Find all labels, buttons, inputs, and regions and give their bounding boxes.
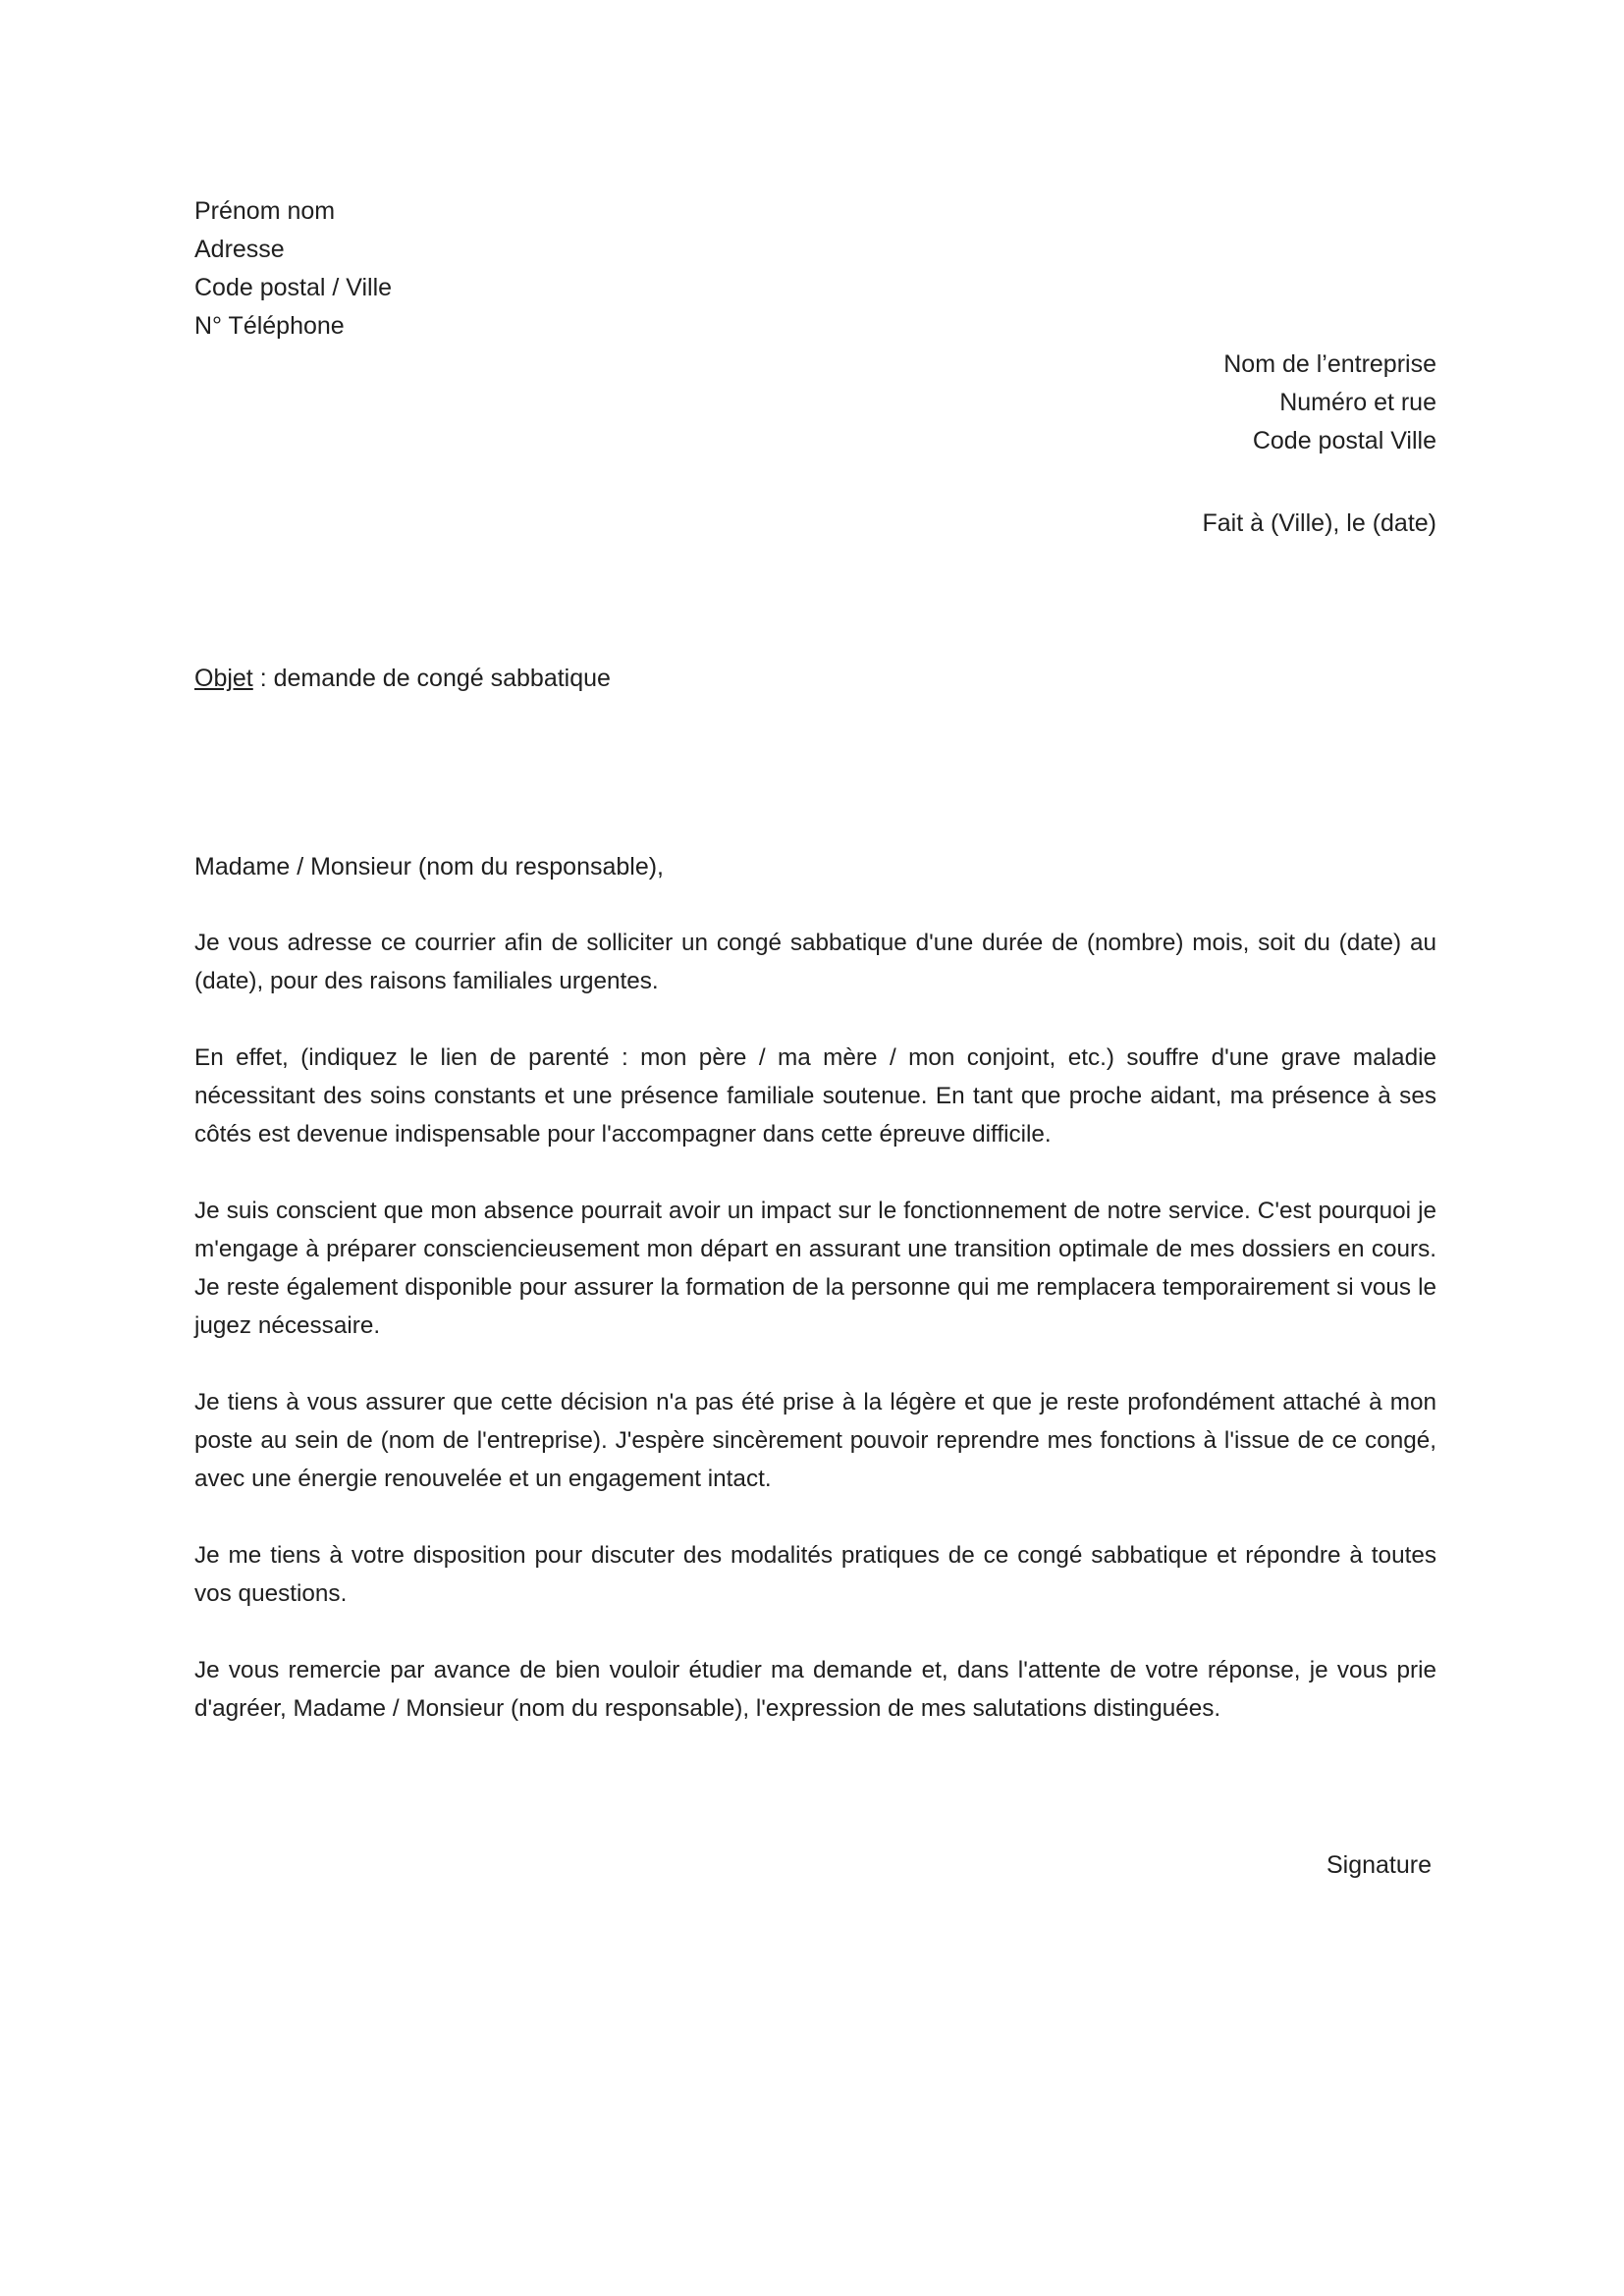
body-paragraph: Je vous remercie par avance de bien vouloir étudier ma demande et, dans l'attente de votre réponse, je vous prie d'agréer, Madame / Monsieur (nom du responsable), l'expression de mes salutations distinguées. — [194, 1657, 1436, 1722]
salutation: Madame / Monsieur (nom du responsable), — [194, 853, 665, 881]
recipient-company: Nom de l’entreprise — [1223, 350, 1436, 378]
object-label: Objet — [194, 665, 253, 692]
sender-postal-city: Code postal / Ville — [194, 274, 393, 301]
signature: Signature — [1326, 1851, 1432, 1879]
date-line: Fait à (Ville), le (date) — [1202, 509, 1436, 537]
body-paragraph: Je me tiens à votre disposition pour discuter des modalités pratiques de ce congé sabbatique et répondre à toutes vos questions. — [194, 1542, 1436, 1607]
recipient-street: Numéro et rue — [1279, 389, 1436, 416]
body-paragraph: En effet, (indiquez le lien de parenté : mon père / ma mère / mon conjoint, etc.) souffre d'une grave maladie nécessitant des soins constants et une présence familiale soutenue. En tant que proche aidant, ma présence à ses côtés est devenue indispensable pour l'accompagner dans cette épreuve difficile. — [194, 1044, 1436, 1148]
body-paragraph: Je suis conscient que mon absence pourrait avoir un impact sur le fonctionnement de notre service. C'est pourquoi je m'engage à préparer consciencieusement mon départ en assurant une transition optimale de mes dossiers en cours. Je reste également disponible pour assurer la formation de la personne qui me remplacera temporairement si vous le jugez nécessaire. — [194, 1198, 1436, 1339]
sender-phone: N° Téléphone — [194, 312, 345, 340]
body-paragraph: Je vous adresse ce courrier afin de solliciter un congé sabbatique d'une durée de (nombre) mois, soit du (date) au (date), pour des raisons familiales urgentes. — [194, 930, 1436, 994]
sender-address: Adresse — [194, 236, 285, 263]
sender-block — [194, 192, 882, 346]
recipient-postal-city: Code postal Ville — [1252, 427, 1436, 454]
object-text: demande de congé sabbatique — [273, 665, 611, 692]
object-line — [194, 660, 1176, 698]
letter-body — [194, 924, 1436, 1766]
object-separator: : — [252, 665, 274, 692]
sender-name: Prénom nom — [194, 197, 336, 225]
recipient-block — [749, 346, 1436, 460]
body-paragraph: Je tiens à vous assurer que cette décision n'a pas été prise à la légère et que je reste profondément attaché à mon poste au sein de (nom de l'entreprise). J'espère sincèrement pouvoir reprendre mes fonctions à l'issue de ce congé, avec une énergie renouvelée et un engagement intact. — [194, 1389, 1436, 1492]
